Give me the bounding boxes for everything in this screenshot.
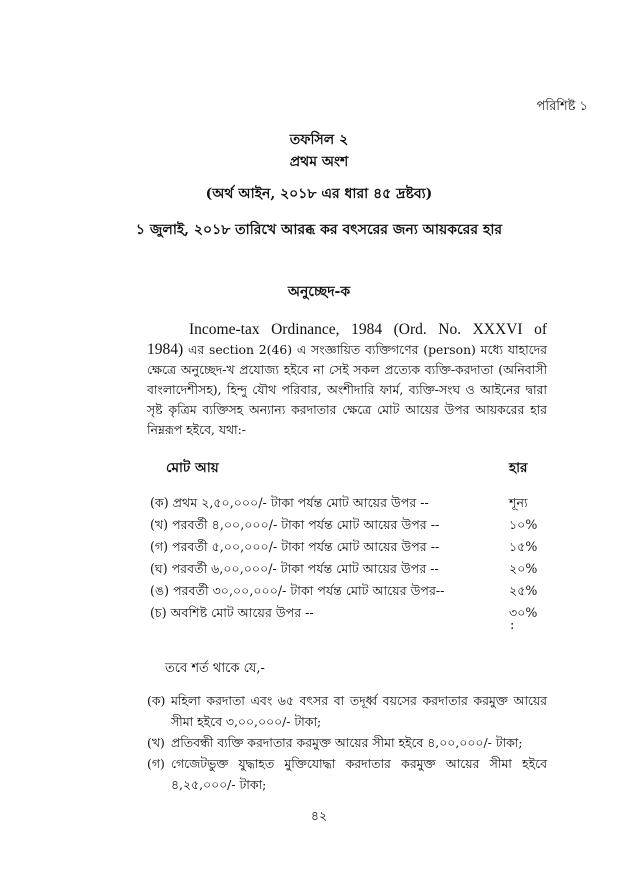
row-rate: শূন্য bbox=[509, 495, 528, 510]
list-item bbox=[147, 732, 547, 753]
row-rate: ১৫% bbox=[509, 539, 538, 554]
item-label: (গ) bbox=[147, 756, 165, 771]
item-text: প্রতিবন্ধী ব্যক্তি করদাতার করমুক্ত আয়ের সীমা হইবে ৪,০০,০০০/- টাকা; bbox=[171, 735, 523, 750]
proviso-intro: তবে শর্ত থাকে যে,- bbox=[165, 661, 265, 676]
list-item bbox=[147, 753, 547, 795]
paragraph-first-line: Income-tax Ordinance, 1984 (Ord. No. XXXVI of bbox=[189, 321, 547, 338]
item-label: (ক) bbox=[147, 693, 166, 708]
tax-rate-table bbox=[150, 495, 550, 627]
column-header-income: মোট আয় bbox=[166, 460, 219, 476]
table-row bbox=[150, 605, 550, 627]
paragraph-text: এর section 2(46) এ সংজ্ঞায়িত ব্যক্তিগণের (person) মধ্যে যাহাদের ক্ষেত্রে অনুচ্ছেদ-খ প্রযোজ্য হইবে না সেই সকল প্রত্যেক ব্যক্তি-করদাতা (অনিবাসী বাংলাদেশীসহ), হিন্দু যৌথ পরিবার, অংশীদারি ফার্ম, ব্যক্তি-সংঘ ও আইনের দ্বারা সৃষ্ট কৃত্রিম ব্যক্তিসহ অন্যান্য করদাতার ক্ষেত্রে মোট আয়ের উপর আয়করের হার নিম্নরূপ হইবে, যথা:- bbox=[147, 342, 547, 437]
row-rate: ১০% bbox=[509, 517, 538, 532]
column-header-rate: হার bbox=[509, 460, 528, 476]
table-row bbox=[150, 495, 550, 517]
row-rate: ৩০% bbox=[509, 605, 538, 620]
table-row bbox=[150, 517, 550, 539]
table-row bbox=[150, 583, 550, 605]
paragraph-body bbox=[147, 320, 547, 440]
item-text: গেজেটভুক্ত যুদ্ধাহত মুক্তিযোদ্ধা করদাতার করমুক্ত আয়ের সীমা হইবে ৪,২৫,০০০/- টাকা; bbox=[171, 756, 547, 792]
schedule-title: তফসিল ২ bbox=[289, 132, 349, 148]
list-item bbox=[147, 690, 547, 732]
paragraph-year: 1984) bbox=[147, 341, 184, 358]
section-reference: (অর্থ আইন, ২০১৮ এর ধারা ৪৫ দ্রষ্টব্য) bbox=[205, 186, 433, 202]
table-row bbox=[150, 561, 550, 583]
part-title: প্রথম অংশ bbox=[289, 154, 349, 170]
row-description: (চ) অবশিষ্ট মোট আয়ের উপর -- bbox=[150, 605, 314, 620]
row-description: (খ) পরবর্তী ৪,০০,০০০/- টাকা পর্যন্ত মোট আয়ের উপর -- bbox=[150, 517, 440, 532]
proviso-list bbox=[147, 690, 547, 795]
table-trailing-colon: : bbox=[510, 618, 515, 633]
row-description: (ঙ) পরবর্তী ৩০,০০,০০০/- টাকা পর্যন্ত মোট আয়ের উপর-- bbox=[150, 583, 445, 598]
row-description: (ক) প্রথম ২,৫০,০০০/- টাকা পর্যন্ত মোট আয়ের উপর -- bbox=[150, 495, 429, 510]
table-row bbox=[150, 539, 550, 561]
row-description: (ঘ) পরবর্তী ৬,০০,০০০/- টাকা পর্যন্ত মোট আয়ের উপর -- bbox=[150, 561, 439, 576]
document-heading: ১ জুলাই, ২০১৮ তারিখে আরব্ধ কর বৎসরের জন্য আয়করের হার bbox=[135, 222, 503, 238]
annex-label: পরিশিষ্ট ১ bbox=[536, 99, 588, 114]
item-text: মহিলা করদাতা এবং ৬৫ বৎসর বা তদূর্ধ্ব বয়সের করদাতার করমুক্ত আয়ের সীমা হইবে ৩,০০,০০০/- টাকা; bbox=[171, 693, 547, 729]
paragraph-title: অনুচ্ছেদ-ক bbox=[287, 284, 351, 300]
page-number: ৪২ bbox=[310, 808, 328, 823]
row-rate: ২৫% bbox=[509, 583, 538, 598]
row-rate: ২০% bbox=[509, 561, 538, 576]
row-description: (গ) পরবর্তী ৫,০০,০০০/- টাকা পর্যন্ত মোট আয়ের উপর -- bbox=[150, 539, 440, 554]
item-label: (খ) bbox=[147, 735, 165, 750]
